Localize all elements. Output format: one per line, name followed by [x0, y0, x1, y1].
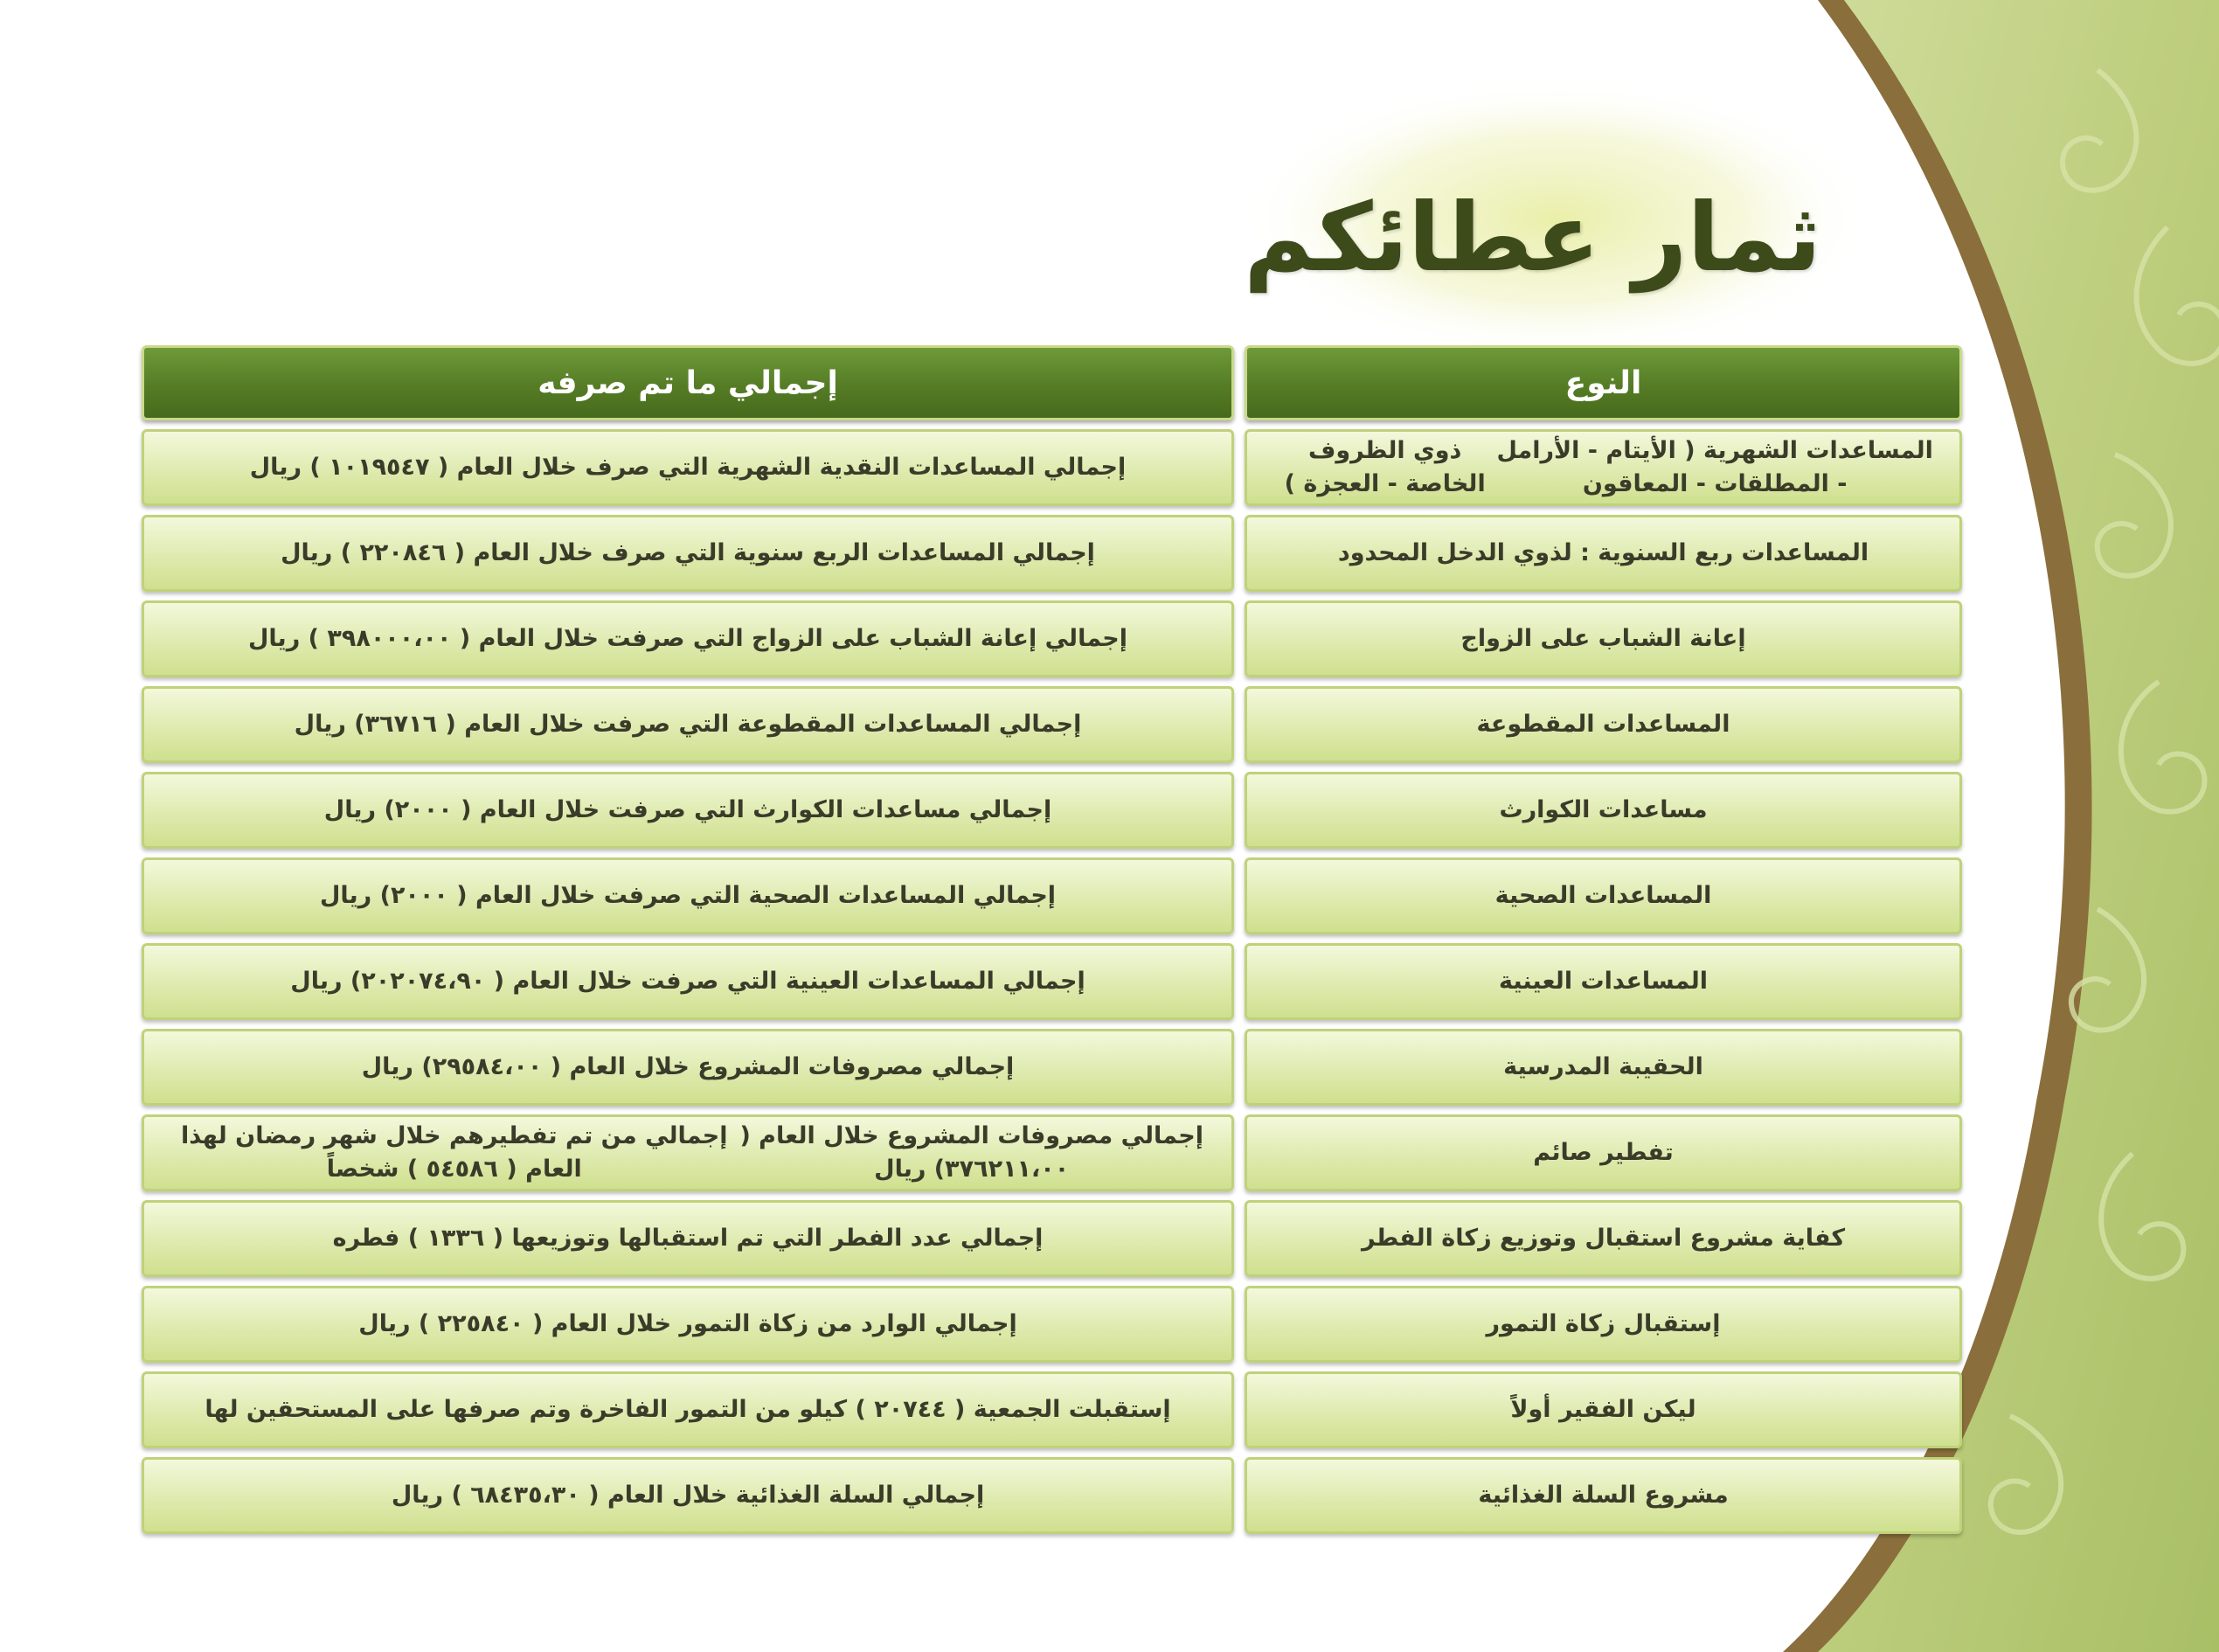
row-total-cell-line: إجمالي مساعدات الكوارث التي صرفت خلال العام ( ٢٠٠٠) ريال [323, 796, 1052, 823]
row-total-cell [142, 857, 1234, 934]
row-total-cell-line: إجمالي من تم تفطيرهم خلال شهر رمضان لهذا العام ( ٥٤٥٨٦ ) شخصاً [180, 1122, 728, 1183]
header-total: إجمالي ما تم صرفه [142, 345, 1234, 420]
row-type-cell-line: المساعدات الصحية [1494, 882, 1712, 909]
row-total-cell [142, 1114, 1234, 1191]
row-total-cell-line: إجمالي المساعدات النقدية الشهرية التي صرف خلال العام ( ١٠١٩٥٤٧ ) ريال [249, 454, 1127, 481]
table-header-row [142, 345, 1962, 420]
table-row [142, 1286, 1962, 1363]
row-total-cell-line: إجمالي المساعدات الربع سنوية التي صرف خلال العام ( ٢٢٠٨٤٦ ) ريال [281, 539, 1095, 566]
row-type-cell [1245, 772, 1962, 849]
row-total-cell [142, 429, 1234, 506]
row-type-cell-line: ذوي الظروف الخاصة - العجزة ) [1284, 437, 1486, 497]
row-total-cell-line: إستقبلت الجمعية ( ٢٠٧٤٤ ) كيلو من التمور الفاخرة وتم صرفها على المستحقين لها [205, 1396, 1171, 1423]
row-type-cell [1245, 857, 1962, 934]
row-type-cell [1245, 429, 1962, 506]
header-type: النوع [1245, 345, 1962, 420]
row-type-cell [1245, 1371, 1962, 1448]
row-type-cell [1245, 515, 1962, 592]
table-row [142, 772, 1962, 849]
table-row [142, 857, 1962, 934]
row-total-cell [142, 515, 1234, 592]
table-row [142, 1114, 1962, 1191]
table-row [142, 1371, 1962, 1448]
row-type-cell [1245, 1457, 1962, 1534]
summary-table [142, 345, 1962, 1543]
row-total-cell-line: إجمالي الوارد من زكاة التمور خلال العام ( ٢٢٥٨٤٠ ) ريال [358, 1310, 1017, 1337]
page-title: ثمار عطائكم [1244, 184, 1821, 293]
row-type-cell [1245, 1200, 1962, 1277]
row-type-cell [1245, 686, 1962, 763]
row-total-cell [142, 1286, 1234, 1363]
row-type-cell-line: المساعدات ربع السنوية : لذوي الدخل المحدود [1337, 539, 1869, 566]
row-total-cell [142, 686, 1234, 763]
row-type-cell-line: المساعدات المقطوعة [1476, 711, 1730, 738]
table-row [142, 429, 1962, 506]
row-type-cell-line: ليكن الفقير أولاً [1510, 1396, 1696, 1423]
row-total-cell-line: إجمالي المساعدات العينية التي صرفت خلال العام ( ٢٠٢٠٧٤،٩٠) ريال [290, 968, 1085, 995]
table-row [142, 686, 1962, 763]
row-type-cell-line: تفطير صائم [1533, 1139, 1674, 1166]
table-row [142, 600, 1962, 677]
table-row [142, 1029, 1962, 1106]
row-total-cell [142, 772, 1234, 849]
row-type-cell-line: كفاية مشروع استقبال وتوزيع زكاة الفطر [1361, 1225, 1846, 1252]
row-total-cell-line: إجمالي إعانة الشباب على الزواج التي صرفت خلال العام ( ٣٩٨٠٠٠،٠٠ ) ريال [247, 625, 1128, 652]
row-type-cell-line: مساعدات الكوارث [1499, 796, 1708, 823]
row-type-cell-line: المساعدات العينية [1499, 968, 1709, 995]
table-row [142, 943, 1962, 1020]
row-type-cell-line: مشروع السلة الغذائية [1478, 1482, 1729, 1509]
row-total-cell [142, 1029, 1234, 1106]
table-row [142, 1200, 1962, 1277]
row-type-cell-line: إستقبال زكاة التمور [1486, 1310, 1721, 1337]
table-row [142, 515, 1962, 592]
row-total-cell-line: إجمالي السلة الغذائية خلال العام ( ٦٨٤٣٥،٣٠ ) ريال [391, 1482, 985, 1509]
row-type-cell [1245, 1029, 1962, 1106]
row-total-cell [142, 1371, 1234, 1448]
row-type-cell [1245, 1286, 1962, 1363]
row-total-cell-line: إجمالي المساعدات المقطوعة التي صرفت خلال العام ( ٣٦٧١٦) ريال [294, 711, 1082, 738]
row-total-cell-line: إجمالي عدد الفطر التي تم استقبالها وتوزيعها ( ١٣٣٦ ) فطره [332, 1225, 1044, 1252]
row-total-cell-line: إجمالي مصروفات المشروع خلال العام ( ٢٩٥٨٤،٠٠) ريال [361, 1053, 1015, 1080]
row-type-cell-line: إعانة الشباب على الزواج [1460, 625, 1746, 652]
table-body [142, 429, 1962, 1534]
row-total-cell [142, 1200, 1234, 1277]
row-type-cell [1245, 1114, 1962, 1191]
row-type-cell [1245, 943, 1962, 1020]
row-total-cell [142, 600, 1234, 677]
row-type-cell [1245, 600, 1962, 677]
row-total-cell [142, 943, 1234, 1020]
row-type-cell-line: الحقيبة المدرسية [1503, 1053, 1703, 1080]
table-row [142, 1457, 1962, 1534]
row-total-cell [142, 1457, 1234, 1534]
row-type-cell-line: المساعدات الشهرية ( الأيتام - الأرامل - المطلقات - المعاقون [1496, 437, 1933, 497]
row-total-cell-line: إجمالي مصروفات المشروع خلال العام ( ٣٧٦٢١١،٠٠) ريال [739, 1122, 1203, 1183]
row-total-cell-line: إجمالي المساعدات الصحية التي صرفت خلال العام ( ٢٠٠٠) ريال [319, 882, 1057, 909]
